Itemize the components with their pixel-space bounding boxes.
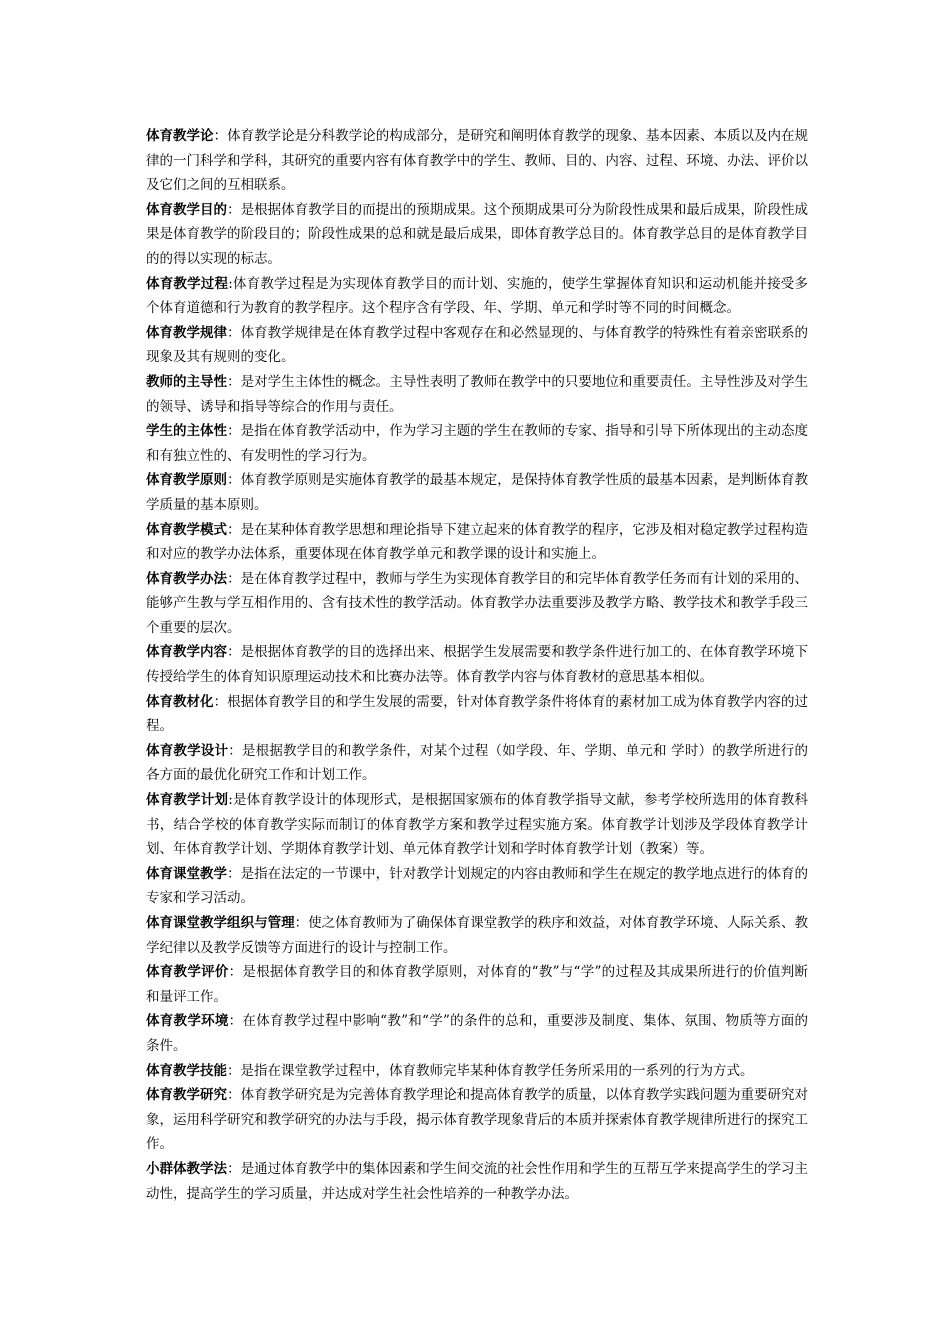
entry-separator: ： [213, 128, 228, 144]
entry-definition: 是对学生主体性的概念。主导性表明了教师在教学中的只要地位和重要责任。主导性涉及对学生的领导、诱导和指导等综合的作用与责任。 [146, 373, 809, 415]
entry-definition: 根据体育教学目的和学生发展的需要，针对体育教学条件将体育的素材加工成为体育教学内容的过程。 [146, 693, 809, 735]
entry-term: 体育教学目的 [146, 201, 228, 218]
entry-definition: 是根据体育教学目的而提出的预期成果。这个预期成果可分为阶段性成果和最后成果，阶段性成果是体育教学的阶段目的；阶段性成果的总和就是最后成果，即体育教学总目的。体育教学总目的是体育教学目的的得以实现的标志。 [146, 201, 809, 267]
entry-definition: 是在某种体育教学思想和理论指导下建立起来的体育教学的程序，它涉及相对稳定教学过程构造和对应的教学办法体系，重要体现在体育教学单元和教学课的设计和实施上。 [146, 521, 809, 563]
glossary-entry [146, 567, 808, 641]
entry-term: 体育教学过程 [146, 275, 229, 292]
glossary-entry [146, 198, 808, 272]
entry-separator: ： [228, 742, 242, 759]
glossary-entry [146, 862, 808, 911]
entry-definition: 是根据体育教学的目的选择出来、根据学生发展需要和教学条件进行加工的、在体育教学环境下传授给学生的体育知识原理运动技术和比赛办法等。体育教学内容与体育教材的意思基本相似。 [146, 644, 809, 686]
glossary-entry [146, 960, 808, 1009]
entry-term: 体育教学环境 [146, 1013, 229, 1030]
entry-definition: 是通过体育教学中的集体因素和学生间交流的社会性作用和学生的互帮互学来提高学生的学习主动性，提高学生的学习质量，并达成对学生社会性培养的一种教学办法。 [146, 1160, 809, 1202]
entry-separator: ： [227, 644, 241, 661]
entry-separator: ： [227, 1160, 241, 1177]
glossary-entry [146, 468, 808, 517]
entry-separator: ： [227, 570, 241, 587]
entry-term: 体育教学办法 [146, 570, 228, 587]
entry-separator: ： [227, 521, 241, 538]
entry-definition: 是根据体育教学目的和体育教学原则，对体育的“教”与“学”的过程及其成果所进行的价值判断和量评工作。 [146, 964, 809, 1005]
glossary-entry [146, 1083, 808, 1157]
glossary-entry [146, 370, 808, 419]
glossary-entry [146, 272, 808, 321]
entry-separator: : [228, 792, 233, 809]
entry-term: 体育教学计划 [146, 792, 229, 809]
entry-separator: ： [228, 1013, 243, 1030]
entry-separator: ： [227, 201, 241, 218]
entry-separator: ： [227, 865, 241, 882]
glossary-entry [146, 321, 808, 370]
glossary-document [146, 124, 808, 1206]
entry-term: 体育课堂教学组织与管理 [146, 915, 295, 931]
entry-separator: ： [227, 472, 241, 489]
entry-separator: ： [227, 324, 241, 341]
entry-term: 体育教学模式 [146, 521, 228, 538]
entry-separator: ： [227, 373, 241, 390]
entry-term: 体育教学规律 [146, 324, 228, 341]
glossary-entry [146, 788, 808, 862]
entry-term: 体育教学内容 [146, 644, 228, 661]
entry-separator: ： [294, 915, 309, 931]
entry-term: 教师的主导性 [146, 373, 228, 390]
glossary-entry [146, 640, 808, 689]
glossary-entry [146, 124, 808, 198]
entry-term: 体育课堂教学 [146, 865, 228, 882]
glossary-entry [146, 518, 808, 567]
entry-definition: 是在体育教学过程中，教师与学生为实现体育教学目的和完毕体育教学任务而有计划的采用的、能够产生教与学互相作用的、含有技术性的教学活动。体育教学办法重要涉及教学方略、教学技术和教学手段三个重要的层次。 [146, 570, 809, 636]
entry-term: 体育教学评价 [146, 964, 229, 981]
entry-term: 体育教学研究 [146, 1087, 228, 1104]
entry-term: 小群体教学法 [146, 1160, 228, 1177]
entry-separator: ： [227, 423, 241, 440]
entry-definition: 体育教学规律是在体育教学过程中客观存在和必然显现的、与体育教学的特殊性有着亲密联系的现象及其有规则的变化。 [146, 324, 809, 366]
entry-separator: ： [227, 1087, 241, 1104]
entry-definition: 是体育教学设计的体现形式，是根据国家颁布的体育教学指导文献，参考学校所选用的体育教科书，结合学校的体育教学实际而制订的体育教学方案和教学过程实施方案。体育教学计划涉及学段体育教学计划、年体育教学计划、学期体育教学计划、单元体育教学计划和学时体育教学计划（教案）等。 [146, 792, 809, 858]
entry-term: 体育教学设计 [146, 742, 229, 759]
entry-separator: ： [227, 1062, 241, 1079]
entry-definition: 是指在课堂教学过程中，体育教师完毕某种体育教学任务所采用的一系列的行为方式。 [240, 1062, 754, 1079]
entry-definition: 是指在法定的一节课中，针对教学计划规定的内容由教师和学生在规定的教学地点进行的体育的专家和学习活动。 [146, 865, 809, 907]
entry-definition: 体育教学研究是为完善体育教学理论和提高体育教学的质量，以体育教学实践问题为重要研究对象，运用科学研究和教学研究的办法与手段，揭示体育教学现象背后的本质并探索体育教学规律所进行的探究工作。 [146, 1087, 809, 1153]
entry-definition: 体育教学原则是实施体育教学的最基本规定，是保持体育教学性质的最基本因素，是判断体育教学质量的基本原则。 [146, 472, 809, 513]
entry-term: 体育教材化 [146, 693, 214, 710]
entry-definition: 体育教学论是分科教学论的构成部分，是研究和阐明体育教学的现象、基本因素、本质以及内在规律的一门科学和学科，其研究的重要内容有体育教学中的学生、教师、目的、内容、过程、环境、办法、评价以及它们之间的互相联系。 [146, 128, 809, 194]
glossary-entry [146, 1157, 808, 1206]
glossary-entry [146, 739, 808, 788]
entry-definition: 在体育教学过程中影响“教”和“学”的条件的总和，重要涉及制度、集体、氛围、物质等方面的条件。 [146, 1013, 809, 1054]
entry-term: 体育教学技能 [146, 1062, 227, 1079]
glossary-entry [146, 911, 808, 960]
entry-separator: : [228, 275, 233, 292]
glossary-entry [146, 1059, 808, 1084]
glossary-entry [146, 1009, 808, 1058]
entry-definition: 体育教学过程是为实现体育教学目的而计划、实施的，使学生掌握体育知识和运动机能并接受多个体育道德和行为教育的教学程序。这个程序含有学段、年、学期、单元和学时等不同的时间概念。 [146, 275, 809, 317]
entry-term: 学生的主体性 [146, 423, 228, 440]
entry-separator: ： [228, 964, 243, 981]
glossary-entry [146, 690, 808, 739]
entry-definition: 是指在体育教学活动中，作为学习主题的学生在教师的专家、指导和引导下所体现出的主动态度和有独立性的、有发明性的学习行为。 [146, 423, 809, 464]
entry-term: 体育教学原则 [146, 472, 228, 489]
entry-separator: ： [213, 693, 228, 710]
entry-term: 体育教学论 [146, 128, 214, 144]
entry-definition: 是根据教学目的和教学条件，对某个过程（如学段、年、学期、单元和 学时）的教学所进行的各方面的最优化研究工作和计划工作。 [146, 742, 808, 784]
glossary-entry [146, 419, 808, 468]
entry-definition: 使之体育教师为了确保体育课堂教学的秩序和效益，对体育教学环境、人际关系、教学纪律以及教学反馈等方面进行的设计与控制工作。 [146, 915, 809, 956]
